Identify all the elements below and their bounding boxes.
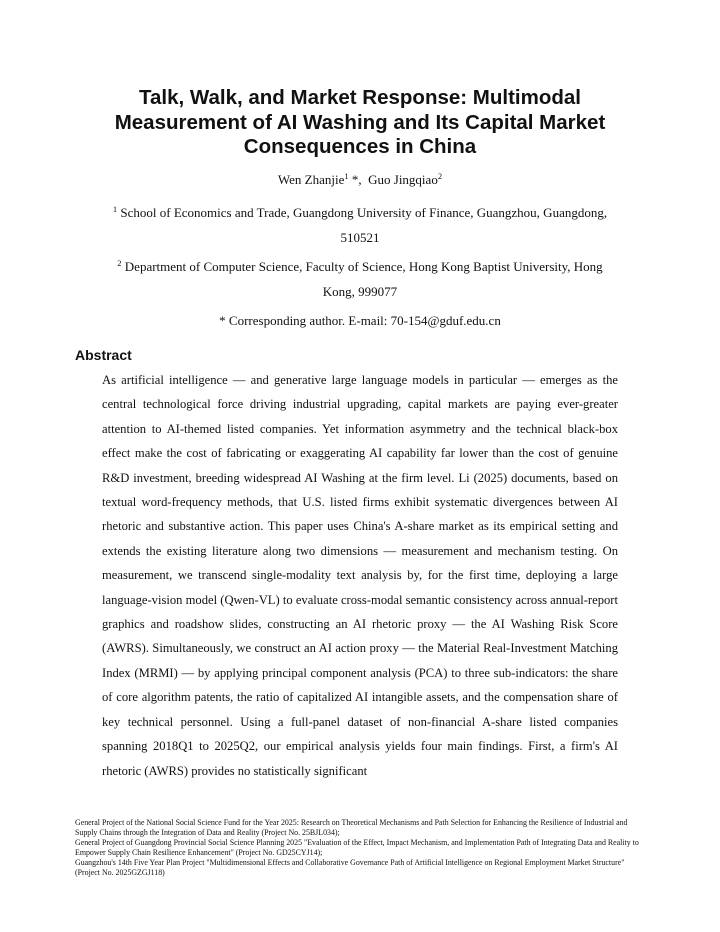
affiliation-1 xyxy=(100,200,620,250)
corresponding-mark: * xyxy=(219,313,226,328)
paper-title: Talk, Walk, and Market Response: Multimodal Measurement of AI Washing and Its Capital Market Consequences in China xyxy=(114,86,606,158)
corresponding-mark: * xyxy=(351,172,359,187)
author-affiliation-number: 2 xyxy=(437,171,443,181)
affiliation-2 xyxy=(100,254,620,304)
affiliation-number: 2 xyxy=(117,258,122,268)
abstract-body: As artificial intelligence — and generative large language models in particular — emerges as the central technological force driving industrial upgrading, capital markets are paying ever-greater attention to AI-themed listed companies. Yet information asymmetry and the technical black-box effect make the cost of fabricating or exaggerating AI capability far lower than the cost of genuine R&D investment, breeding widespread AI Washing at the firm level. Li (2025) documents, based on textual word-frequency methods, that U.S. listed firms exhibit systematic divergences between AI rhetoric and substantive action. This paper uses China's A-share market as its empirical setting and extends the existing literature along two dimensions — measurement and mechanism testing. On measurement, we transcend single-modality text analysis by, for the first time, deploying a large language-vision model (Qwen-VL) to evaluate cross-modal semantic consistency across annual-report graphics and roadshow slides, constructing an AI rhetoric proxy — the AI Washing Risk Score (AWRS). Simultaneously, we construct an AI action proxy — the Material Real-Investment Matching Index (MRMI) — by applying principal component analysis (PCA) to three sub-indicators: the share of core algorithm patents, the ratio of capitalized AI intangible assets, and the compensation share of key technical personnel. Using a full-panel dataset of non-financial A-share listed companies spanning 2018Q1 to 2025Q2, our empirical analysis yields four main findings. First, a firm's AI rhetoric (AWRS) provides no statistically significant xyxy=(102,373,618,778)
affiliation-text: Department of Computer Science, Faculty of Science, Hong Kong Baptist University, Hong Kong, 999077 xyxy=(124,259,603,299)
author-line: Wen Zhanjie$^1$ *, Guo Jingqiao$^2$ xyxy=(277,171,443,187)
funding-footnote: General Project of the National Social Science Fund for the Year 2025: Research on Theoretical Mechanisms and Path Selection for Enhancing the Resilience of Industrial and Supply Chains through the Integration of Data and Reality (Project No. 25BJL034); General Project of Guangdong Provincial Social Science Planning 2025 "Evaluation of the Effect, Impact Mechanism, and Implementation Path of Integrating Data and Reality to Empower Supply Chain Resilience Enhancement" (Project No. GD25CYJ14); Guangzhou's 14th Five Year Plan Project "Multidimensional Effects and Collaborative Governance Path of Artificial Intelligence on Regional Employment Market Structure" (Project No. 2025GZGJ118) xyxy=(75,818,639,877)
corresponding-author-note xyxy=(0,312,720,330)
affiliation-number: 1 xyxy=(112,204,118,214)
affiliation-text: School of Economics and Trade, Guangdong University of Finance, Guangzhou, Guangdong, 510521 xyxy=(120,205,608,245)
author-name: Guo Jingqiao xyxy=(368,172,438,187)
corresponding-author-text: Corresponding author. E-mail: 70-154@gduf.edu.cn xyxy=(228,313,501,328)
author-affiliation-number: 1 xyxy=(344,171,349,181)
abstract-heading: Abstract xyxy=(75,347,132,363)
author-name: Wen Zhanjie xyxy=(277,172,345,187)
